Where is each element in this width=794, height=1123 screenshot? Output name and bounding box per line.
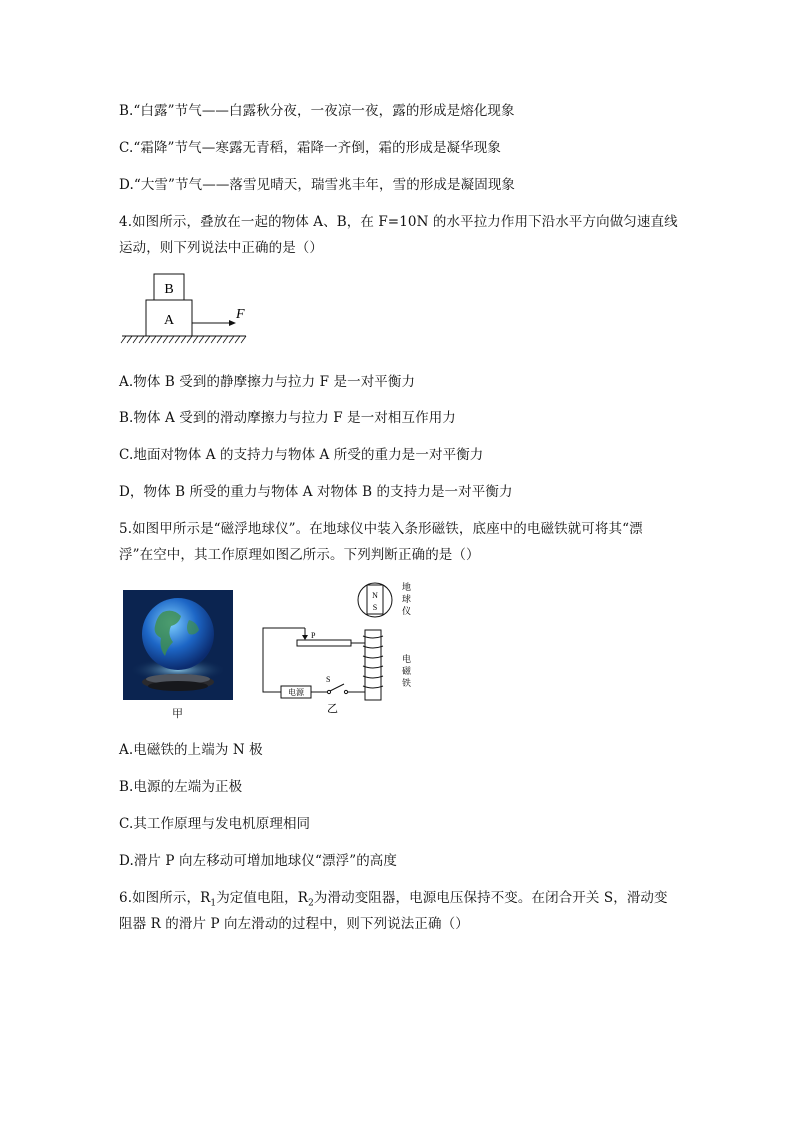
magnet-s-label: S xyxy=(372,603,378,612)
rheostat xyxy=(297,640,351,646)
q4-stem-line1: 4.如图所示，叠放在一起的物体 A、B，在 F=10N 的水平拉力作用下沿水平方向做匀速直线 xyxy=(119,214,678,230)
q6-stem-line1 xyxy=(119,886,668,909)
maglev-globe-photo xyxy=(123,590,233,700)
r1-subscript: 1 xyxy=(210,898,217,909)
globe-label-2: 球 xyxy=(402,594,412,604)
figure-yi-label: 乙 xyxy=(327,703,338,715)
q5-option-c: C.其工作原理与发电机原理相同 xyxy=(119,816,311,832)
electromagnet-core xyxy=(365,630,381,700)
block-b-label: B xyxy=(164,282,174,297)
slider-arrow xyxy=(302,635,308,640)
globe-label-3: 仪 xyxy=(402,606,412,616)
q5-circuit-figure xyxy=(255,578,425,718)
q5-option-d: D.滑片 P 向左移动可增加地球仪“漂浮”的高度 xyxy=(119,853,398,869)
coil-label-1: 电 xyxy=(402,654,412,664)
q6-stem-line2: 阻器 R 的滑片 P 向左滑动的过程中，则下列说法正确（） xyxy=(119,916,469,932)
coil-label-2: 磁 xyxy=(402,666,412,676)
figure-jia-label: 甲 xyxy=(172,707,183,720)
q4-option-a: A.物体 B 受到的静摩擦力与拉力 F 是一对平衡力 xyxy=(119,374,416,390)
switch-lever xyxy=(330,684,344,691)
force-arrowhead xyxy=(229,320,236,326)
q6-text-part2: 为定值电阻，R xyxy=(216,890,309,906)
slider-p-label: P xyxy=(311,631,316,640)
q5-stem-line1: 5.如图甲所示是“磁浮地球仪”。在地球仪中装入条形磁铁，底座中的电磁铁就可将其“漂 xyxy=(119,521,643,537)
globe-illustration xyxy=(123,590,233,700)
block-a-label: A xyxy=(163,313,175,328)
q4-option-b: B.物体 A 受到的滑动摩擦力与拉力 F 是一对相互作用力 xyxy=(119,410,456,426)
q6-text-part1: 6.如图所示，R xyxy=(119,890,211,906)
switch-contact-right xyxy=(344,690,347,693)
ground-hatch xyxy=(121,336,246,343)
globe-label-1: 地 xyxy=(402,582,412,592)
q3-option-c: C.“霜降”节气—寒露无青稻，霜降一齐倒，霜的形成是凝华现象 xyxy=(119,140,501,156)
q6-text-part3: 为滑动变阻器，电源电压保持不变。在闭合开关 S，滑动变 xyxy=(313,890,668,906)
q5-option-a: A.电磁铁的上端为 N 极 xyxy=(119,742,263,758)
q4-option-d: D，物体 B 所受的重力与物体 A 对物体 B 的支持力是一对平衡力 xyxy=(119,484,513,500)
q4-figure xyxy=(118,268,258,350)
q5-stem-line2: 浮”在空中，其工作原理如图乙所示。下列判断正确的是（） xyxy=(119,547,480,563)
q4-option-c: C.地面对物体 A 的支持力与物体 A 所受的重力是一对平衡力 xyxy=(119,447,484,463)
switch-s-label: S xyxy=(326,675,331,684)
r2-subscript: 2 xyxy=(308,898,314,909)
force-label: F xyxy=(236,307,245,322)
q3-option-b: B.“白露”节气——白露秋分夜，一夜凉一夜，露的形成是熔化现象 xyxy=(119,103,515,119)
magnet-n-label: N xyxy=(372,591,378,600)
q3-option-d: D.“大雪”节气——落雪见晴天，瑞雪兆丰年，雪的形成是凝固现象 xyxy=(119,177,516,193)
power-label: 电源 xyxy=(288,688,304,697)
coil-label-3: 铁 xyxy=(402,678,412,688)
q4-stem-line2: 运动，则下列说法中正确的是（） xyxy=(119,240,323,256)
q5-option-b: B.电源的左端为正极 xyxy=(119,779,243,795)
